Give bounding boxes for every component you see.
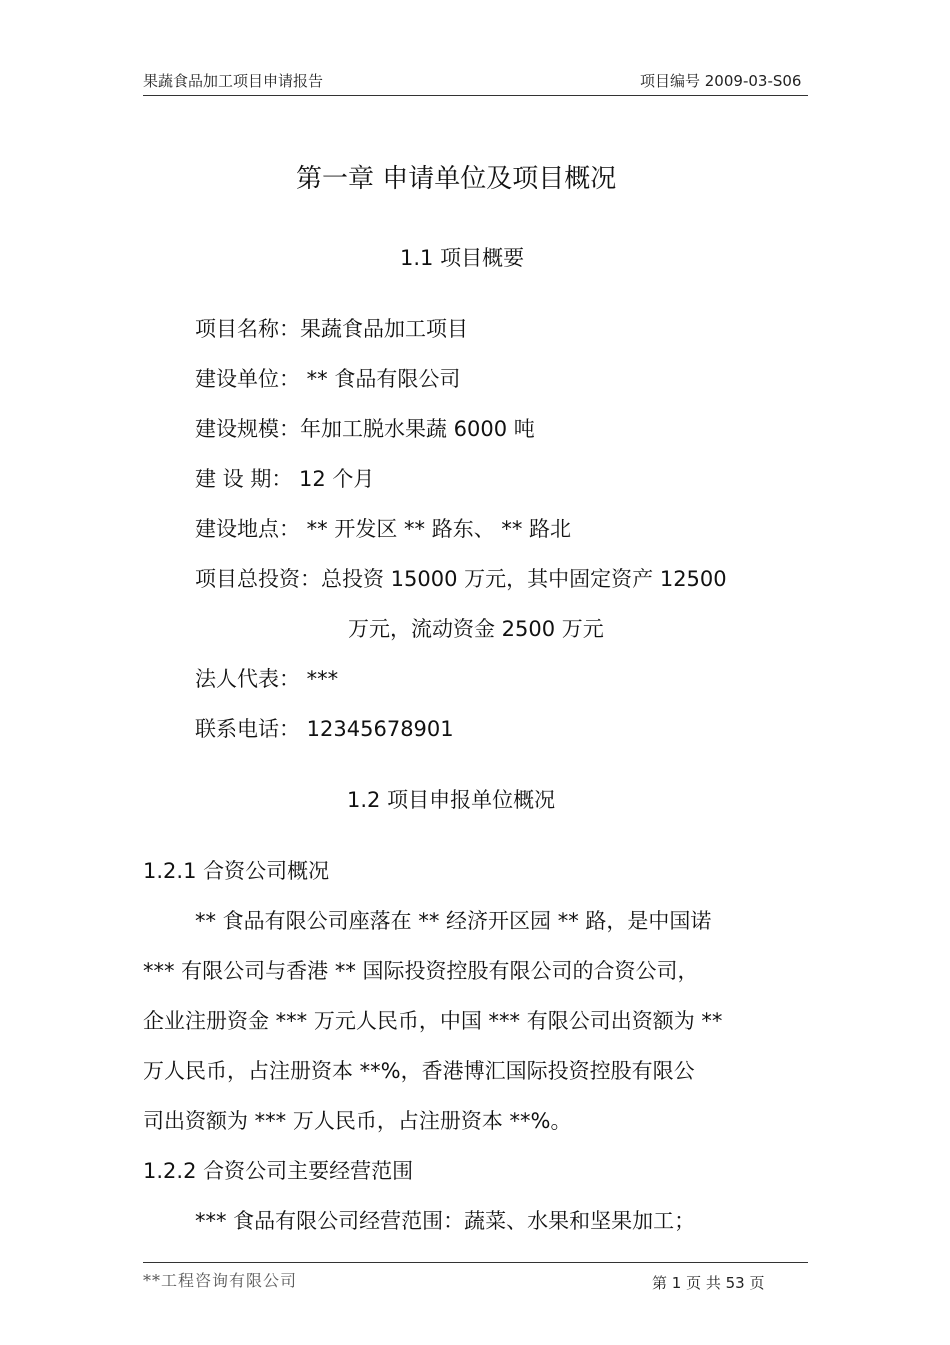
header-title: 果蔬食品加工项目申请报告 [143, 72, 324, 90]
chapter-title: 第一章 申请单位及项目概况 [296, 164, 617, 194]
total-investment-line1: 项目总投资：总投资 15000 万元，其中固定资产 12500 [195, 567, 727, 591]
section-1-1-title: 1.1 项目概要 [400, 246, 525, 270]
construction-location: 建设地点： ** 开发区 ** 路东、 ** 路北 [195, 517, 572, 541]
contact-phone: 联系电话： 12345678901 [195, 717, 454, 741]
header-project-number: 项目编号 2009-03-S06 [640, 72, 802, 90]
construction-period: 建 设 期： 12 个月 [195, 467, 375, 491]
subsection-1-2-2-title: 1.2.2 合资公司主要经营范围 [143, 1159, 414, 1183]
project-name: 项目名称：果蔬食品加工项目 [195, 317, 468, 341]
paragraph-line: 司出资额为 *** 万人民币，占注册资本 **%。 [143, 1109, 572, 1133]
paragraph-line: 企业注册资金 *** 万元人民币，中国 *** 有限公司出资额为 ** [143, 1009, 723, 1033]
paragraph-line: *** 食品有限公司经营范围：蔬菜、水果和坚果加工； [195, 1209, 696, 1233]
subsection-1-2-1-title: 1.2.1 合资公司概况 [143, 859, 330, 883]
footer-rule [143, 1262, 808, 1263]
construction-scale: 建设规模：年加工脱水果蔬 6000 吨 [195, 417, 535, 441]
header-rule [143, 95, 808, 96]
construction-unit: 建设单位： ** 食品有限公司 [195, 367, 461, 391]
legal-representative: 法人代表： *** [195, 667, 339, 691]
total-investment-line2: 万元，流动资金 2500 万元 [348, 617, 604, 641]
paragraph-line: *** 有限公司与香港 ** 国际投资控股有限公司的合资公司， [143, 959, 699, 983]
footer-page-number: 第 1 页 共 53 页 [652, 1274, 765, 1292]
section-1-2-title: 1.2 项目申报单位概况 [347, 788, 556, 812]
paragraph-line: 万人民币，占注册资本 **%，香港博汇国际投资控股有限公 [143, 1059, 695, 1083]
paragraph-line: ** 食品有限公司座落在 ** 经济开区园 ** 路，是中国诺 [195, 909, 712, 933]
footer-company-stamp: **工程咨询有限公司 [143, 1271, 298, 1290]
